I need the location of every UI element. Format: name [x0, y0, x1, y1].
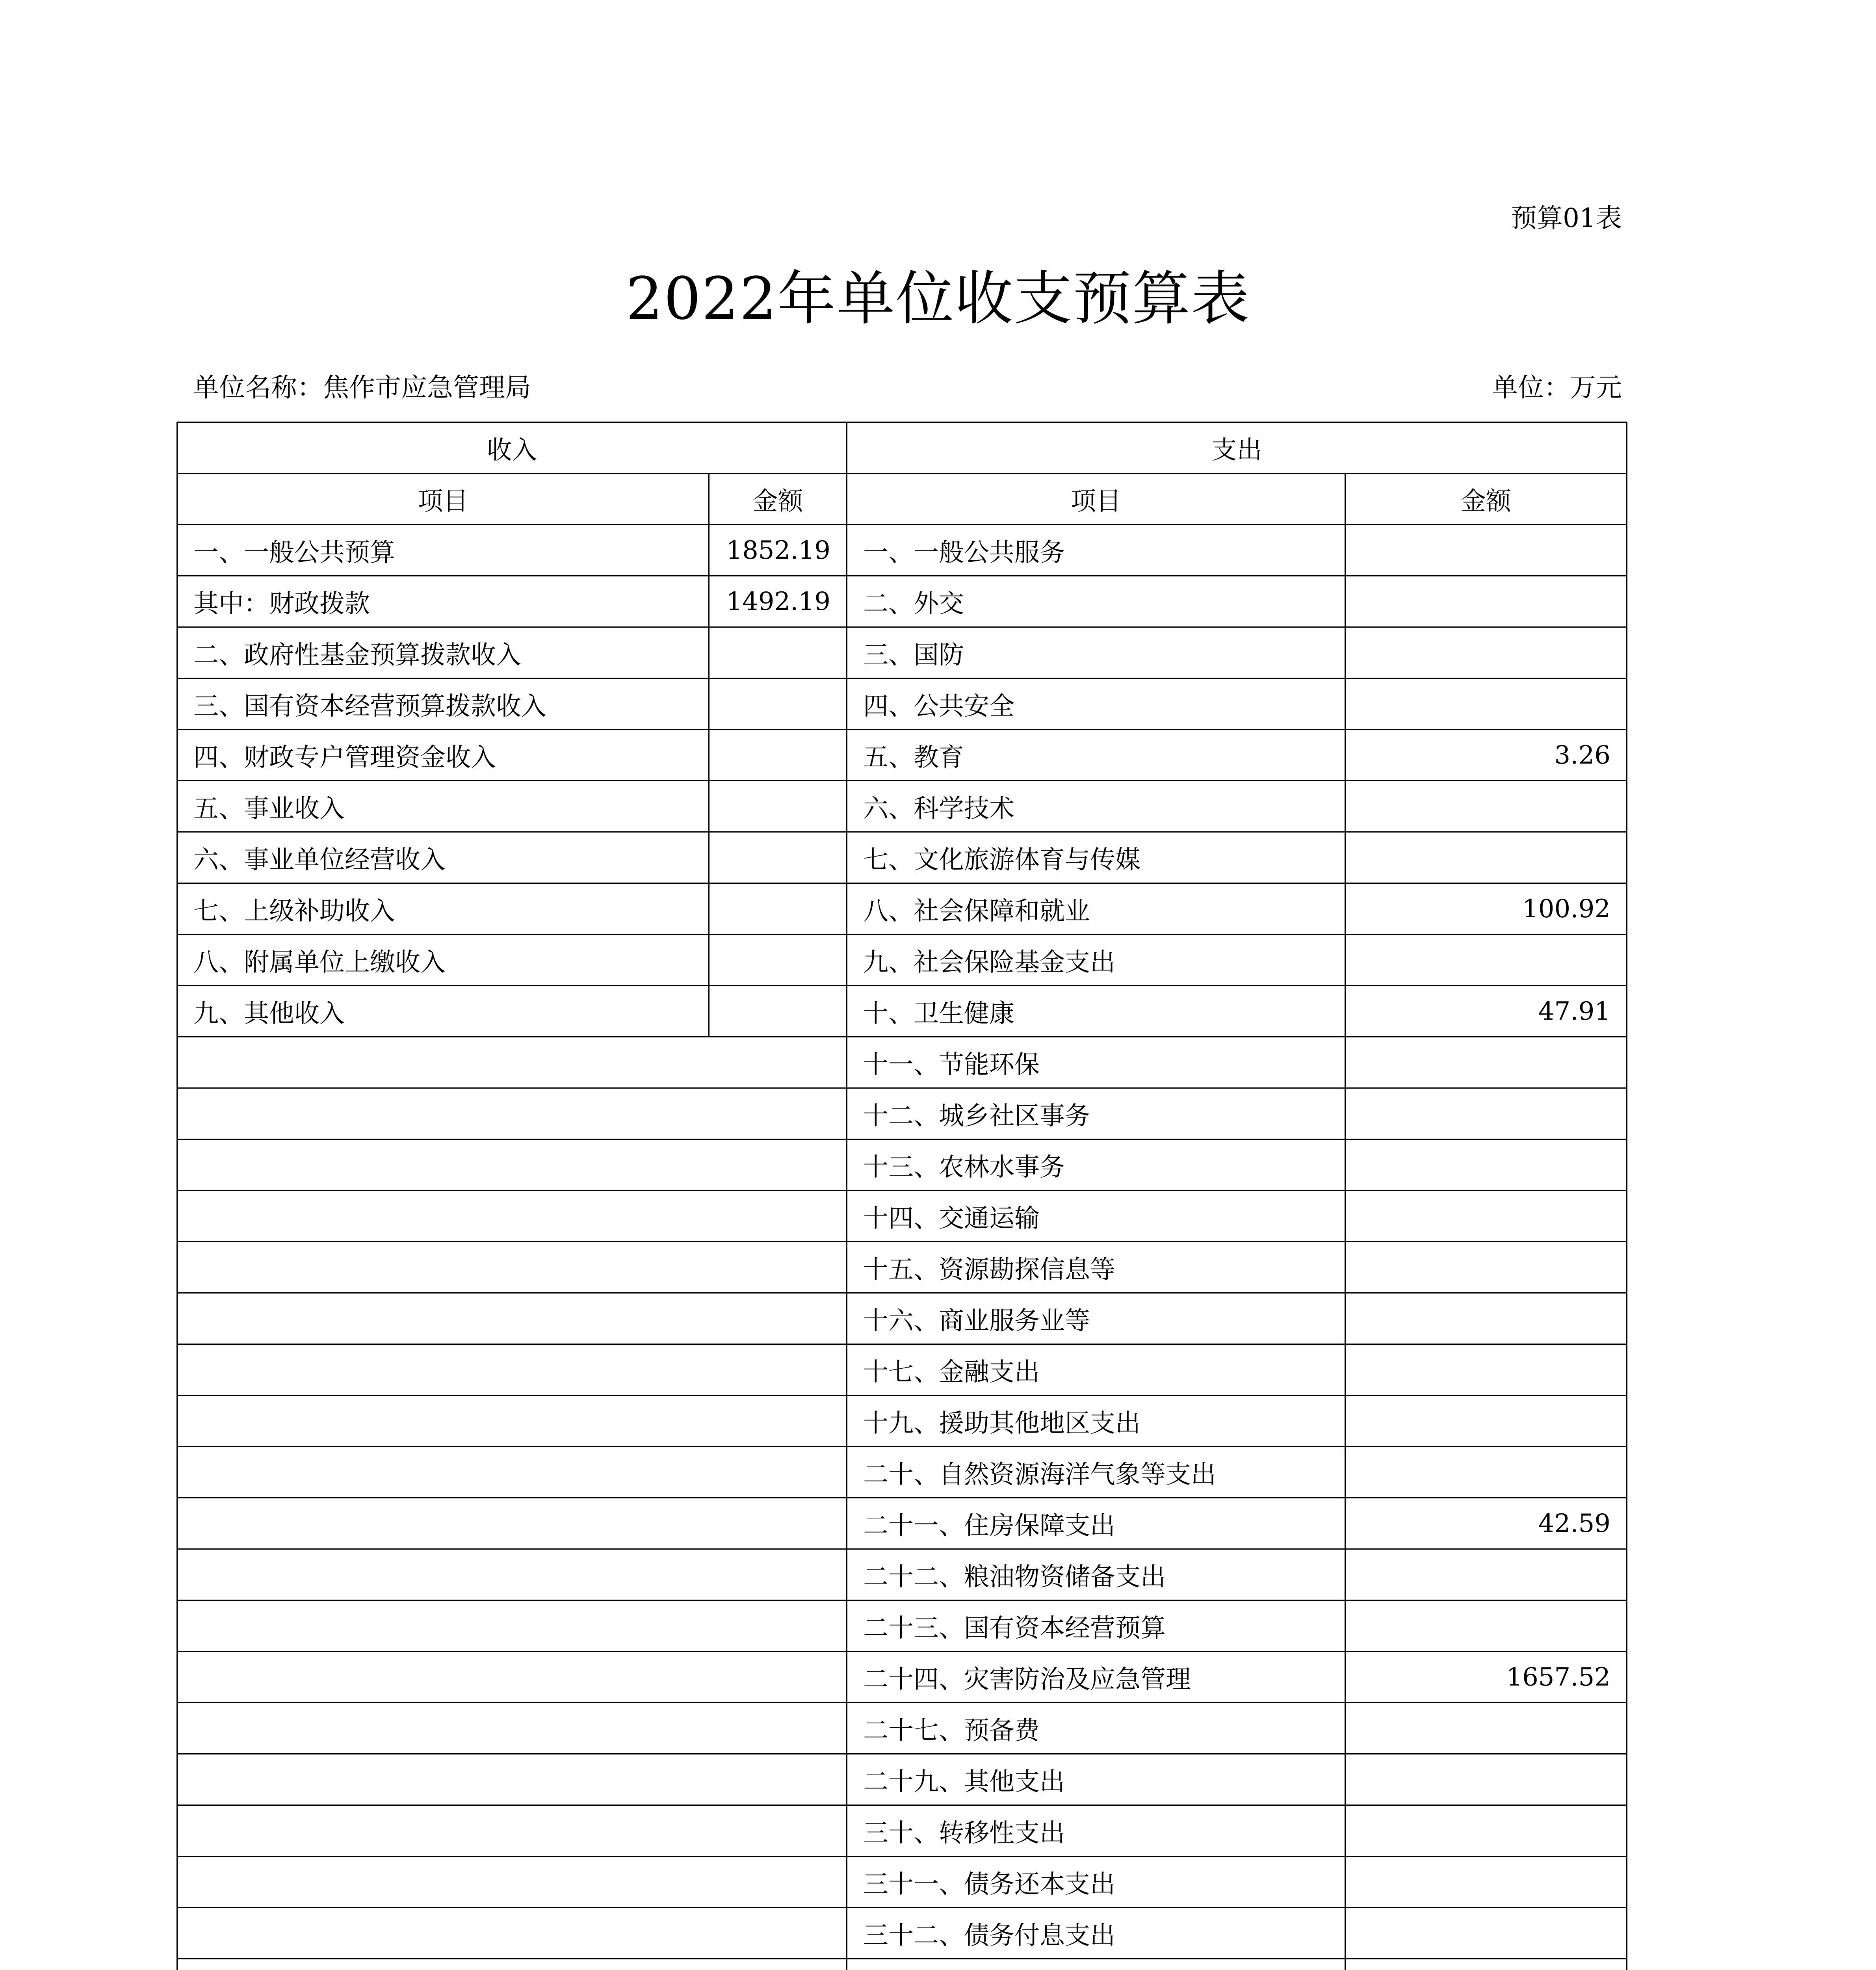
expense-item-cell: 十三、农林水事务	[847, 1139, 1345, 1191]
expense-amount-cell: 1657.52	[1345, 1652, 1627, 1703]
income-item-cell	[177, 1600, 847, 1652]
income-item-cell	[177, 1805, 847, 1857]
table-row	[177, 1652, 1627, 1703]
expense-amount-cell	[1345, 1242, 1627, 1293]
expense-item-cell: 十六、商业服务业等	[847, 1293, 1345, 1344]
expense-amount-cell	[1345, 1857, 1627, 1908]
table-row	[177, 832, 1627, 883]
income-item-cell	[177, 1344, 847, 1396]
expense-item-cell: 六、科学技术	[847, 781, 1345, 832]
expense-amount-cell: 3.26	[1345, 730, 1627, 781]
table-row	[177, 1037, 1627, 1088]
expense-item-cell: 五、教育	[847, 730, 1345, 781]
table-row	[177, 627, 1627, 678]
table-row	[177, 1805, 1627, 1857]
income-amount-cell	[709, 883, 847, 935]
income-item-cell	[177, 1703, 847, 1754]
income-item-cell	[177, 1088, 847, 1139]
income-amount-cell	[709, 781, 847, 832]
expense-item-cell: 十九、援助其他地区支出	[847, 1396, 1345, 1447]
expense-amount-cell	[1345, 1447, 1627, 1498]
income-item-cell	[177, 1857, 847, 1908]
expense-item-cell: 四、公共安全	[847, 678, 1345, 730]
expense-item-cell: 二十七、预备费	[847, 1703, 1345, 1754]
table-row	[177, 883, 1627, 935]
income-amount-cell	[709, 832, 847, 883]
income-item-cell: 二、政府性基金预算拨款收入	[177, 627, 709, 678]
income-amount-cell	[709, 986, 847, 1037]
income-amount-cell: 1852.19	[709, 525, 847, 576]
income-item-cell: 六、事业单位经营收入	[177, 832, 709, 883]
budget-table	[176, 422, 1627, 1970]
expense-item-cell: 二十四、灾害防治及应急管理	[847, 1652, 1345, 1703]
income-item-cell: 其中：财政拨款	[177, 576, 709, 627]
expense-amount-cell	[1345, 1191, 1627, 1242]
table-subheader-row	[177, 474, 1627, 525]
expense-item-cell: 七、文化旅游体育与传媒	[847, 832, 1345, 883]
expense-item-cell: 二十二、粮油物资储备支出	[847, 1549, 1345, 1600]
expense-amount-cell: 42.59	[1345, 1498, 1627, 1549]
income-item-cell: 一、一般公共预算	[177, 525, 709, 576]
expense-amount-cell	[1345, 1396, 1627, 1447]
expense-item-header: 项目	[847, 474, 1345, 525]
expense-amount-cell	[1345, 935, 1627, 986]
expense-amount-cell	[1345, 781, 1627, 832]
income-item-cell	[177, 1037, 847, 1088]
table-row	[177, 525, 1627, 576]
table-row	[177, 781, 1627, 832]
income-item-cell	[177, 1242, 847, 1293]
expense-item-cell: 十一、节能环保	[847, 1037, 1345, 1088]
income-item-cell: 七、上级补助收入	[177, 883, 709, 935]
expense-amount-cell	[1345, 832, 1627, 883]
income-item-cell: 三、国有资本经营预算拨款收入	[177, 678, 709, 730]
expense-amount-cell: 100.92	[1345, 883, 1627, 935]
income-item-cell	[177, 1549, 847, 1600]
income-item-cell: 八、附属单位上缴收入	[177, 935, 709, 986]
income-item-cell	[177, 1908, 847, 1959]
expense-amount-cell	[1345, 1600, 1627, 1652]
expense-item-cell: 二、外交	[847, 576, 1345, 627]
income-amount-cell	[709, 627, 847, 678]
expense-amount-cell	[1345, 525, 1627, 576]
unit-name: 单位名称：焦作市应急管理局	[193, 372, 531, 403]
expense-item-cell: 十七、金融支出	[847, 1344, 1345, 1396]
expense-item-cell: 十四、交通运输	[847, 1191, 1345, 1242]
expense-item-cell: 三十、转移性支出	[847, 1805, 1345, 1857]
table-row	[177, 1908, 1627, 1959]
income-item-cell: 五、事业收入	[177, 781, 709, 832]
expense-item-cell: 三十二、债务付息支出	[847, 1908, 1345, 1959]
expense-item-cell: 二十一、住房保障支出	[847, 1498, 1345, 1549]
expense-amount-cell	[1345, 1037, 1627, 1088]
income-item-cell	[177, 1652, 847, 1703]
table-row	[177, 1139, 1627, 1191]
table-row	[177, 1242, 1627, 1293]
expense-item-cell: 二十三、国有资本经营预算	[847, 1600, 1345, 1652]
form-number: 预算01表	[1511, 203, 1622, 233]
table-row	[177, 1498, 1627, 1549]
table-row	[177, 1857, 1627, 1908]
expense-item-cell: 十二、城乡社区事务	[847, 1088, 1345, 1139]
income-item-cell	[177, 1139, 847, 1191]
expense-amount-cell	[1345, 1344, 1627, 1396]
expense-amount-cell	[1345, 678, 1627, 730]
table-row	[177, 1703, 1627, 1754]
table-row	[177, 1191, 1627, 1242]
income-item-cell: 九、其他收入	[177, 986, 709, 1037]
income-item-cell	[177, 1447, 847, 1498]
income-item-cell	[177, 1754, 847, 1805]
income-item-cell	[177, 1396, 847, 1447]
table-header-row	[177, 422, 1627, 474]
expense-amount-cell	[1345, 1703, 1627, 1754]
expense-amount-cell	[1345, 1549, 1627, 1600]
income-amount-cell	[709, 935, 847, 986]
table-row	[177, 1396, 1627, 1447]
table-row	[177, 1959, 1627, 1970]
expense-amount-cell	[1345, 1139, 1627, 1191]
table-row	[177, 1549, 1627, 1600]
expense-amount-header: 金额	[1345, 474, 1627, 525]
expense-item-cell: 一、一般公共服务	[847, 525, 1345, 576]
table-row	[177, 730, 1627, 781]
expense-item-cell: 三十一、债务还本支出	[847, 1857, 1345, 1908]
income-item-cell	[177, 1191, 847, 1242]
table-row	[177, 1600, 1627, 1652]
expense-amount-cell: 47.91	[1345, 986, 1627, 1037]
expense-item-cell: 八、社会保障和就业	[847, 883, 1345, 935]
income-item-cell	[177, 1498, 847, 1549]
expense-amount-cell	[1345, 627, 1627, 678]
table-row	[177, 1293, 1627, 1344]
table-row	[177, 986, 1627, 1037]
income-amount-cell: 1492.19	[709, 576, 847, 627]
expense-amount-cell	[1345, 1088, 1627, 1139]
expense-item-cell: 二十、自然资源海洋气象等支出	[847, 1447, 1345, 1498]
expense-item-cell: 三、国防	[847, 627, 1345, 678]
income-item-cell	[177, 1959, 847, 1970]
income-item-cell	[177, 1293, 847, 1344]
expense-item-cell: 十、卫生健康	[847, 986, 1345, 1037]
income-amount-cell	[709, 678, 847, 730]
expense-amount-cell	[1345, 1908, 1627, 1959]
expense-amount-cell	[1345, 1754, 1627, 1805]
expense-amount-cell	[1345, 1805, 1627, 1857]
table-row	[177, 576, 1627, 627]
table-row	[177, 1344, 1627, 1396]
table-row	[177, 1754, 1627, 1805]
income-amount-header: 金额	[709, 474, 847, 525]
table-row	[177, 935, 1627, 986]
expense-item-cell	[847, 1959, 1345, 1970]
income-item-header: 项目	[177, 474, 709, 525]
income-header: 收入	[177, 422, 847, 474]
expense-amount-cell	[1345, 1959, 1627, 1970]
table-row	[177, 1447, 1627, 1498]
expense-amount-cell	[1345, 1293, 1627, 1344]
table-row	[177, 1088, 1627, 1139]
expense-header: 支出	[847, 422, 1627, 474]
expense-amount-cell	[1345, 576, 1627, 627]
table-row	[177, 678, 1627, 730]
expense-item-cell: 十五、资源勘探信息等	[847, 1242, 1345, 1293]
income-item-cell: 四、财政专户管理资金收入	[177, 730, 709, 781]
expense-item-cell: 二十九、其他支出	[847, 1754, 1345, 1805]
currency-unit: 单位：万元	[1492, 372, 1622, 403]
page-title: 2022年单位收支预算表	[626, 265, 1250, 333]
expense-item-cell: 九、社会保险基金支出	[847, 935, 1345, 986]
income-amount-cell	[709, 730, 847, 781]
